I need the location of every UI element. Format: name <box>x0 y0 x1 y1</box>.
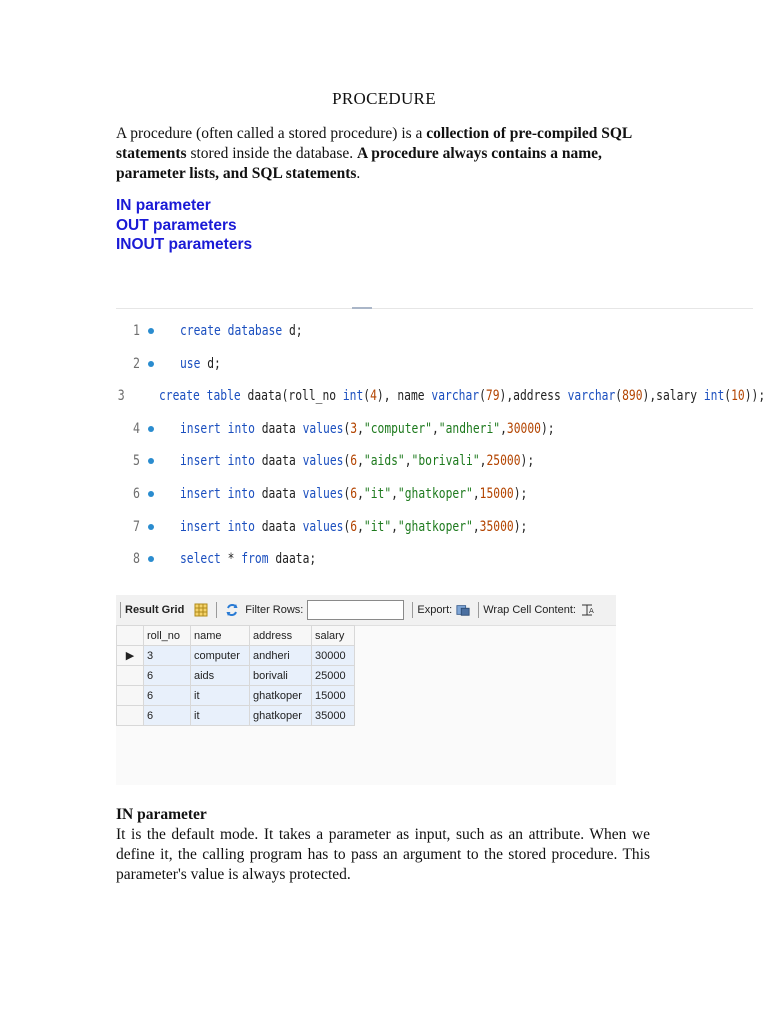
cell-address[interactable]: ghatkoper <box>250 686 312 706</box>
editor-top-mark <box>352 307 372 309</box>
cell-salary[interactable]: 25000 <box>312 666 355 686</box>
cell-salary[interactable]: 35000 <box>312 706 355 726</box>
result-table <box>116 625 355 726</box>
cell-address[interactable]: borivali <box>250 666 312 686</box>
column-header-name[interactable]: name <box>191 626 250 646</box>
line-marker-icon <box>148 361 154 367</box>
refresh-icon[interactable] <box>225 603 239 617</box>
cell-name[interactable]: it <box>191 706 250 726</box>
intro-text-2: stored inside the database. <box>186 145 358 162</box>
cell-roll-no[interactable]: 3 <box>144 646 191 666</box>
line-marker-icon <box>148 328 154 334</box>
code-line[interactable] <box>116 482 753 506</box>
intro-bold-2: A procedure always contains a name, parameter lists, and SQL statements <box>116 145 602 182</box>
intro-paragraph <box>116 124 656 184</box>
line-marker-icon <box>148 426 154 432</box>
line-number: 4 <box>133 420 140 437</box>
code-line[interactable] <box>116 547 753 571</box>
filter-rows-label: Filter Rows: <box>245 604 304 616</box>
line-number: 8 <box>133 551 140 568</box>
result-grid-toolbar <box>116 595 616 626</box>
line-number: 7 <box>133 518 140 535</box>
code-line[interactable] <box>116 384 765 408</box>
row-pointer-icon: ▶ <box>117 646 144 666</box>
code-text: use d; <box>180 355 221 372</box>
cell-name[interactable]: aids <box>191 666 250 686</box>
cell-roll-no[interactable]: 6 <box>144 666 191 686</box>
code-line[interactable] <box>116 449 753 473</box>
page-title: PROCEDURE <box>332 89 436 108</box>
param-out: OUT parameters <box>116 216 237 234</box>
cell-address[interactable]: andheri <box>250 646 312 666</box>
cell-roll-no[interactable]: 6 <box>144 686 191 706</box>
code-text: insert into daata values(3,"computer","andheri",30000); <box>180 420 555 437</box>
section-heading: IN parameter <box>116 806 207 823</box>
line-marker-icon <box>148 556 154 562</box>
line-number: 3 <box>117 388 125 405</box>
row-header <box>117 706 144 726</box>
grid-icon[interactable] <box>194 603 208 617</box>
toolbar-separator <box>216 602 217 618</box>
svg-text:A: A <box>588 607 594 615</box>
code-line[interactable] <box>116 352 753 376</box>
table-row[interactable] <box>117 706 355 726</box>
line-number: 5 <box>133 453 140 470</box>
column-header-address[interactable]: address <box>250 626 312 646</box>
code-text: insert into daata values(6,"aids","borivali",25000); <box>180 453 535 470</box>
line-number: 6 <box>133 486 140 502</box>
row-header-corner <box>117 626 144 646</box>
table-row[interactable] <box>117 686 355 706</box>
result-grid-tab[interactable]: Result Grid <box>125 604 185 616</box>
row-header <box>117 666 144 686</box>
cell-roll-no[interactable]: 6 <box>144 706 191 726</box>
line-marker-icon <box>148 458 154 464</box>
cell-salary[interactable]: 15000 <box>312 686 355 706</box>
code-text: select * from daata; <box>180 551 317 568</box>
toolbar-separator <box>412 602 413 618</box>
sql-editor-screenshot <box>116 308 765 577</box>
parameter-types-list <box>116 196 252 255</box>
code-line[interactable] <box>116 515 753 539</box>
param-inout: INOUT parameters <box>116 236 253 253</box>
table-row[interactable] <box>117 646 355 666</box>
toolbar-separator <box>478 602 479 618</box>
table-row[interactable] <box>117 666 355 686</box>
intro-text-3: . <box>356 165 361 182</box>
code-text: insert into daata values(6,"it","ghatkoper",15000); <box>180 486 528 502</box>
cell-address[interactable]: ghatkoper <box>250 706 312 726</box>
intro-bold-1: collection of pre-compiled SQL statements <box>116 125 632 162</box>
code-line[interactable] <box>116 319 753 343</box>
line-number: 2 <box>133 355 140 372</box>
code-text: insert into daata values(6,"it","ghatkoper",35000); <box>180 518 528 535</box>
cell-name[interactable]: computer <box>191 646 250 666</box>
line-marker-icon <box>148 491 154 497</box>
filter-rows-input[interactable] <box>307 600 404 620</box>
row-header <box>117 686 144 706</box>
code-text: create table daata(roll_no int(4), name varchar(79),address varchar(890),salary int(10)); <box>158 388 765 405</box>
cell-name[interactable]: it <box>191 686 250 706</box>
param-in: IN parameter <box>116 197 211 214</box>
column-header-roll-no[interactable]: roll_no <box>144 626 191 646</box>
toolbar-separator <box>120 602 121 618</box>
wrap-icon[interactable] <box>580 603 594 617</box>
cell-salary[interactable]: 30000 <box>312 646 355 666</box>
intro-text-1: A procedure (often called a stored procedure) is a <box>116 125 427 142</box>
section-body: It is the default mode. It takes a parameter as input, such as an attribute. When we define it, the calling program has to pass an argument to the stored procedure. This parameter's value is always protected. <box>116 826 650 883</box>
result-grid-panel <box>116 595 616 785</box>
export-label: Export: <box>417 604 453 616</box>
code-line[interactable] <box>116 417 753 441</box>
wrap-cell-label: Wrap Cell Content: <box>483 604 576 616</box>
column-header-salary[interactable]: salary <box>312 626 355 646</box>
export-icon[interactable] <box>456 603 470 617</box>
line-marker-icon <box>148 524 154 530</box>
code-text: create database d; <box>180 323 303 339</box>
line-number: 1 <box>133 323 140 339</box>
result-header-row <box>117 626 355 646</box>
